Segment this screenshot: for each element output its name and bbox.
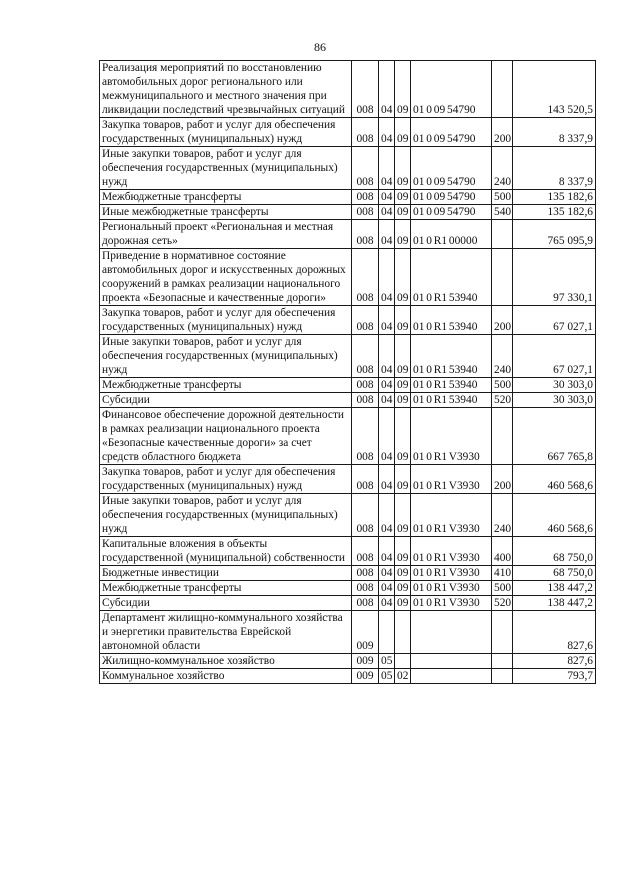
expense-type-code: 200 <box>492 465 513 494</box>
expense-type-code: 500 <box>492 190 513 205</box>
target-article-code: 01 0 09 54790 <box>411 190 492 205</box>
row-name: Закупка товаров, работ и услуг для обеспечения государственных (муниципальных) нужд <box>100 118 352 147</box>
expense-type-code <box>492 654 513 669</box>
table-row <box>100 537 596 566</box>
amount: 68 750,0 <box>513 537 596 566</box>
amount: 765 095,9 <box>513 220 596 249</box>
target-article-code: 01 0 09 54790 <box>411 61 492 118</box>
budget-table <box>99 60 596 684</box>
section-code: 04 <box>379 61 395 118</box>
section-code: 04 <box>379 393 395 408</box>
subsection-code: 09 <box>395 465 411 494</box>
section-code: 04 <box>379 494 395 537</box>
ministry-code: 008 <box>352 220 379 249</box>
section-code: 04 <box>379 205 395 220</box>
ministry-code: 008 <box>352 306 379 335</box>
amount: 460 568,6 <box>513 494 596 537</box>
row-name: Межбюджетные трансферты <box>100 581 352 596</box>
row-name: Департамент жилищно-коммунального хозяйства и энергетики правительства Еврейской автономной области <box>100 611 352 654</box>
target-article-code <box>411 611 492 654</box>
section-code: 04 <box>379 537 395 566</box>
row-name: Коммунальное хозяйство <box>100 669 352 684</box>
expense-type-code <box>492 611 513 654</box>
section-code: 04 <box>379 190 395 205</box>
amount: 135 182,6 <box>513 205 596 220</box>
row-name: Бюджетные инвестиции <box>100 566 352 581</box>
target-article-code: 01 0 R1 53940 <box>411 335 492 378</box>
ministry-code: 008 <box>352 494 379 537</box>
table-row <box>100 61 596 118</box>
subsection-code: 09 <box>395 596 411 611</box>
expense-type-code <box>492 61 513 118</box>
ministry-code: 008 <box>352 566 379 581</box>
table-row <box>100 465 596 494</box>
section-code: 04 <box>379 335 395 378</box>
table-row <box>100 654 596 669</box>
subsection-code: 09 <box>395 205 411 220</box>
ministry-code: 008 <box>352 581 379 596</box>
table-row <box>100 408 596 465</box>
table-row <box>100 335 596 378</box>
expense-type-code: 540 <box>492 205 513 220</box>
table-row <box>100 190 596 205</box>
target-article-code: 01 0 09 54790 <box>411 205 492 220</box>
expense-type-code: 500 <box>492 581 513 596</box>
amount: 827,6 <box>513 611 596 654</box>
target-article-code: 01 0 R1 V3930 <box>411 537 492 566</box>
expense-type-code: 200 <box>492 306 513 335</box>
row-name: Субсидии <box>100 596 352 611</box>
target-article-code: 01 0 R1 00000 <box>411 220 492 249</box>
table-row <box>100 306 596 335</box>
target-article-code: 01 0 R1 V3930 <box>411 465 492 494</box>
target-article-code: 01 0 R1 V3930 <box>411 581 492 596</box>
table-row <box>100 611 596 654</box>
expense-type-code: 500 <box>492 378 513 393</box>
table-row <box>100 249 596 306</box>
table-row <box>100 566 596 581</box>
row-name: Реализация мероприятий по восстановлению автомобильных дорог регионального или межмуниципального и местного значения при ликвидации последствий чрезвычайных ситуаций <box>100 61 352 118</box>
row-name: Жилищно-коммунальное хозяйство <box>100 654 352 669</box>
subsection-code: 09 <box>395 494 411 537</box>
row-name: Иные закупки товаров, работ и услуг для обеспечения государственных (муниципальных) нужд <box>100 147 352 190</box>
section-code: 04 <box>379 378 395 393</box>
target-article-code: 01 0 R1 V3930 <box>411 566 492 581</box>
target-article-code: 01 0 R1 53940 <box>411 249 492 306</box>
target-article-code: 01 0 R1 53940 <box>411 393 492 408</box>
target-article-code <box>411 669 492 684</box>
section-code: 05 <box>379 654 395 669</box>
expense-type-code: 520 <box>492 393 513 408</box>
ministry-code: 008 <box>352 465 379 494</box>
subsection-code: 09 <box>395 118 411 147</box>
row-name: Межбюджетные трансферты <box>100 378 352 393</box>
expense-type-code: 400 <box>492 537 513 566</box>
expense-type-code: 240 <box>492 335 513 378</box>
subsection-code: 09 <box>395 393 411 408</box>
subsection-code: 09 <box>395 537 411 566</box>
row-name: Субсидии <box>100 393 352 408</box>
expense-type-code: 410 <box>492 566 513 581</box>
ministry-code: 009 <box>352 611 379 654</box>
ministry-code: 008 <box>352 61 379 118</box>
subsection-code: 09 <box>395 190 411 205</box>
table-row <box>100 669 596 684</box>
amount: 667 765,8 <box>513 408 596 465</box>
subsection-code: 09 <box>395 249 411 306</box>
target-article-code: 01 0 R1 V3930 <box>411 596 492 611</box>
table-row <box>100 220 596 249</box>
subsection-code: 09 <box>395 378 411 393</box>
ministry-code: 008 <box>352 537 379 566</box>
section-code <box>379 611 395 654</box>
amount: 97 330,1 <box>513 249 596 306</box>
expense-type-code: 240 <box>492 147 513 190</box>
table-row <box>100 118 596 147</box>
row-name: Иные закупки товаров, работ и услуг для обеспечения государственных (муниципальных) нужд <box>100 494 352 537</box>
amount: 135 182,6 <box>513 190 596 205</box>
amount: 30 303,0 <box>513 378 596 393</box>
row-name: Иные межбюджетные трансферты <box>100 205 352 220</box>
row-name: Межбюджетные трансферты <box>100 190 352 205</box>
expense-type-code <box>492 220 513 249</box>
subsection-code <box>395 611 411 654</box>
amount: 793,7 <box>513 669 596 684</box>
target-article-code: 01 0 09 54790 <box>411 147 492 190</box>
ministry-code: 008 <box>352 190 379 205</box>
subsection-code <box>395 654 411 669</box>
table-row <box>100 581 596 596</box>
amount: 67 027,1 <box>513 335 596 378</box>
section-code: 04 <box>379 306 395 335</box>
target-article-code: 01 0 R1 53940 <box>411 306 492 335</box>
amount: 138 447,2 <box>513 596 596 611</box>
subsection-code: 09 <box>395 408 411 465</box>
expense-type-code <box>492 669 513 684</box>
section-code: 04 <box>379 118 395 147</box>
table-row <box>100 494 596 537</box>
expense-type-code: 520 <box>492 596 513 611</box>
target-article-code: 01 0 09 54790 <box>411 118 492 147</box>
page-number: 86 <box>314 40 326 54</box>
expense-type-code: 240 <box>492 494 513 537</box>
subsection-code: 09 <box>395 220 411 249</box>
amount: 827,6 <box>513 654 596 669</box>
row-name: Закупка товаров, работ и услуг для обеспечения государственных (муниципальных) нужд <box>100 306 352 335</box>
table-row <box>100 393 596 408</box>
section-code: 04 <box>379 581 395 596</box>
expense-type-code <box>492 249 513 306</box>
amount: 8 337,9 <box>513 118 596 147</box>
amount: 30 303,0 <box>513 393 596 408</box>
subsection-code: 09 <box>395 335 411 378</box>
ministry-code: 009 <box>352 654 379 669</box>
subsection-code: 09 <box>395 306 411 335</box>
table-row <box>100 147 596 190</box>
subsection-code: 09 <box>395 61 411 118</box>
ministry-code: 008 <box>352 393 379 408</box>
section-code: 04 <box>379 147 395 190</box>
ministry-code: 008 <box>352 378 379 393</box>
ministry-code: 008 <box>352 118 379 147</box>
amount: 460 568,6 <box>513 465 596 494</box>
ministry-code: 009 <box>352 669 379 684</box>
table-row <box>100 378 596 393</box>
section-code: 05 <box>379 669 395 684</box>
subsection-code: 09 <box>395 566 411 581</box>
amount: 138 447,2 <box>513 581 596 596</box>
row-name: Приведение в нормативное состояние автомобильных дорог и искусственных дорожных сооружений в рамках реализации национального проекта «Безопасные и качественные дороги» <box>100 249 352 306</box>
ministry-code: 008 <box>352 205 379 220</box>
target-article-code: 01 0 R1 V3930 <box>411 494 492 537</box>
amount: 67 027,1 <box>513 306 596 335</box>
row-name: Региональный проект «Региональная и местная дорожная сеть» <box>100 220 352 249</box>
subsection-code: 02 <box>395 669 411 684</box>
row-name: Капитальные вложения в объекты государственной (муниципальной) собственности <box>100 537 352 566</box>
ministry-code: 008 <box>352 596 379 611</box>
target-article-code: 01 0 R1 53940 <box>411 378 492 393</box>
subsection-code: 09 <box>395 581 411 596</box>
section-code: 04 <box>379 596 395 611</box>
row-name: Иные закупки товаров, работ и услуг для обеспечения государственных (муниципальных) нужд <box>100 335 352 378</box>
section-code: 04 <box>379 465 395 494</box>
ministry-code: 008 <box>352 335 379 378</box>
ministry-code: 008 <box>352 147 379 190</box>
section-code: 04 <box>379 566 395 581</box>
subsection-code: 09 <box>395 147 411 190</box>
table-row <box>100 596 596 611</box>
target-article-code: 01 0 R1 V3930 <box>411 408 492 465</box>
row-name: Финансовое обеспечение дорожной деятельности в рамках реализации национального проекта «Безопасные качественные дороги» за счет средств областного бюджета <box>100 408 352 465</box>
amount: 8 337,9 <box>513 147 596 190</box>
ministry-code: 008 <box>352 408 379 465</box>
target-article-code <box>411 654 492 669</box>
ministry-code: 008 <box>352 249 379 306</box>
expense-type-code: 200 <box>492 118 513 147</box>
row-name: Закупка товаров, работ и услуг для обеспечения государственных (муниципальных) нужд <box>100 465 352 494</box>
section-code: 04 <box>379 220 395 249</box>
section-code: 04 <box>379 408 395 465</box>
expense-type-code <box>492 408 513 465</box>
amount: 68 750,0 <box>513 566 596 581</box>
amount: 143 520,5 <box>513 61 596 118</box>
section-code: 04 <box>379 249 395 306</box>
table-row <box>100 205 596 220</box>
